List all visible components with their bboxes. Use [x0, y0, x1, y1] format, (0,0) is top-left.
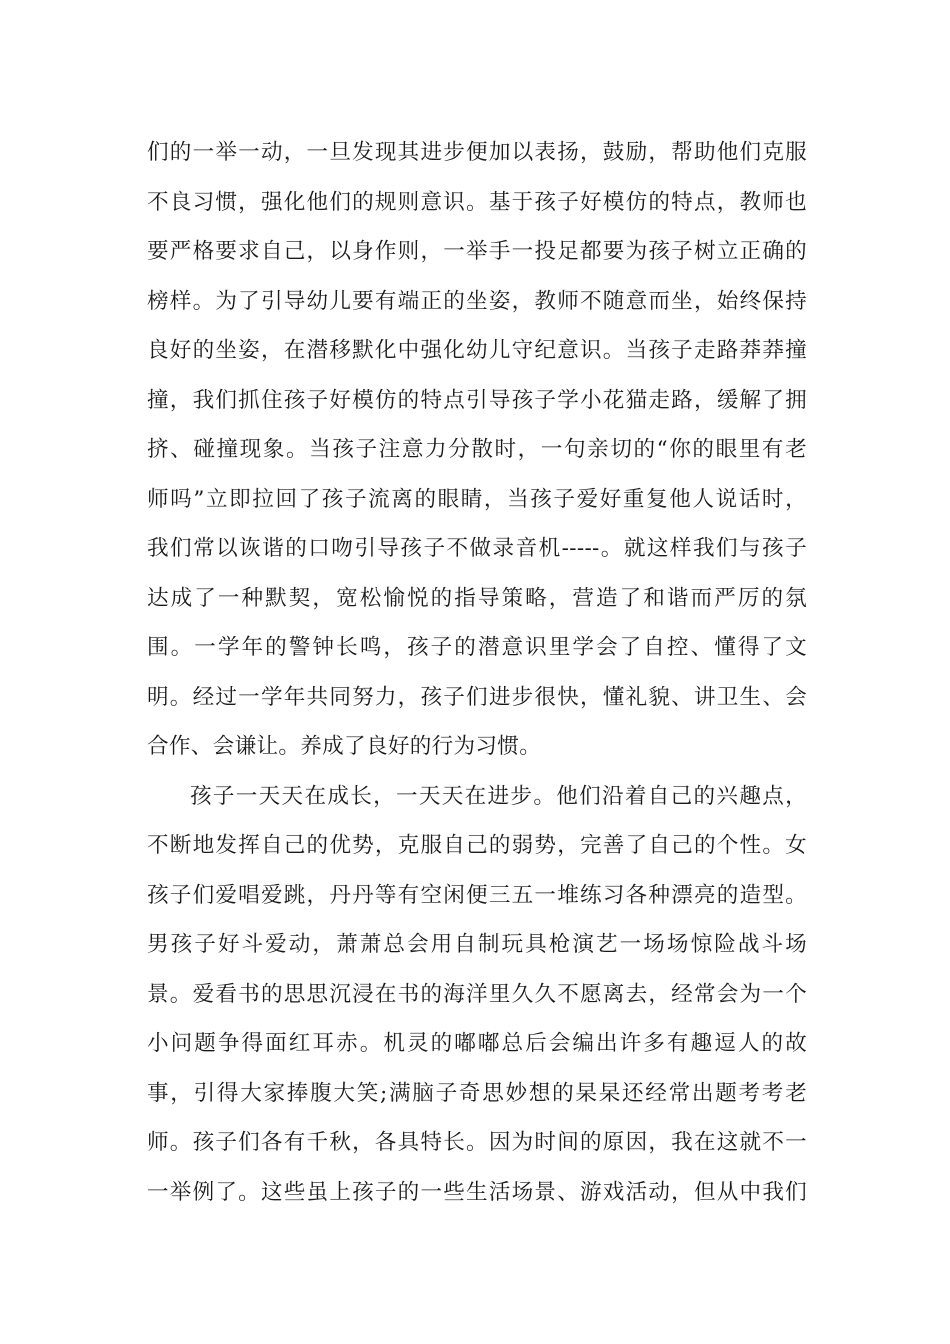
text-line: 挤、碰撞现象。当孩子注意力分散时，一句亲切的“你的眼里有老 [147, 437, 807, 462]
text-line: 师吗”立即拉回了孩子流离的眼睛，当孩子爱好重复他人说话时， [147, 486, 807, 512]
text-line: 们的一举一动，一旦发现其进步便加以表扬，鼓励，帮助他们克服 [147, 140, 807, 165]
text-line: 男孩子好斗爱动，萧萧总会用自制玩具枪演艺一场场惊险战斗场 [147, 932, 807, 957]
text-line: 良好的坐姿，在潜移默化中强化幼儿守纪意识。当孩子走路莽莽撞 [147, 338, 807, 363]
text-line: 一举例了。这些虽上孩子的一些生活场景、游戏活动，但从中我们 [147, 1179, 807, 1205]
text-line: 孩子们爱唱爱跳，丹丹等有空闲便三五一堆练习各种漂亮的造型。 [147, 882, 807, 908]
paragraph-first-line: 孩子一天天在成长，一天天在进步。他们沿着自己的兴趣点， [190, 783, 807, 809]
text-line: 围。一学年的警钟长鸣，孩子的潜意识里学会了自控、懂得了文 [147, 635, 807, 660]
text-line: 不断地发挥自己的优势，克服自己的弱势，完善了自己的个性。女 [147, 833, 807, 858]
text-line: 撞，我们抓住孩子好模仿的特点引导孩子学小花猫走路，缓解了拥 [147, 387, 807, 413]
text-line: 达成了一种默契，宽松愉悦的指导策略，营造了和谐而严厉的氛 [147, 585, 807, 611]
text-line: 我们常以诙谐的口吻引导孩子不做录音机-----。就这样我们与孩子 [147, 536, 807, 561]
body-text [147, 128, 807, 1217]
text-line: 景。爱看书的思思沉浸在书的海洋里久久不愿离去，经常会为一个 [147, 981, 807, 1007]
text-line: 榜样。为了引导幼儿要有端正的坐姿，教师不随意而坐，始终保持 [147, 288, 807, 314]
text-line: 小问题争得面红耳赤。机灵的嘟嘟总后会编出许多有趣逗人的故 [147, 1031, 807, 1056]
text-line: 合作、会谦让。养成了良好的行为习惯。 [147, 734, 542, 759]
text-line: 明。经过一学年共同努力，孩子们进步很快，懂礼貌、讲卫生、会 [147, 684, 807, 710]
text-line: 师。孩子们各有千秋，各具特长。因为时间的原因，我在这就不一 [147, 1130, 807, 1155]
text-line: 要严格要求自己，以身作则，一举手一投足都要为孩子树立正确的 [147, 239, 807, 264]
text-line: 事，引得大家捧腹大笑;满脑子奇思妙想的杲杲还经常出题考考老 [147, 1080, 807, 1106]
text-line: 不良习惯，强化他们的规则意识。基于孩子好模仿的特点，教师也 [147, 189, 807, 215]
